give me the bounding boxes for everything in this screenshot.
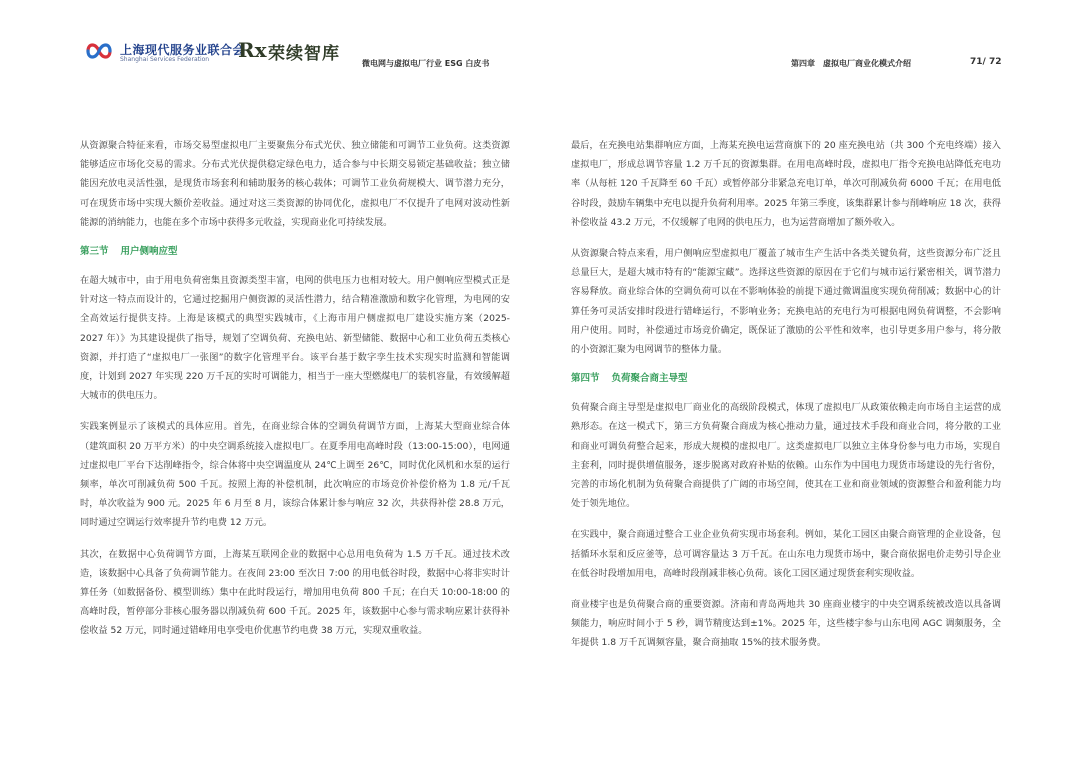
paragraph: 负荷聚合商主导型是虚拟电厂商业化的高级阶段模式，体现了虚拟电厂从政策依赖走向市场自主运营的成熟形态。在这一模式下，第三方负荷聚合商成为核心推动力量，通过技术手段和商业合同，将分散的工业和商业可调负荷整合起来，形成大规模的虚拟电厂。这类虚拟电厂以独立主体身份参与电力市场，实现自主套利，同时提供增值服务，逐步脱离对政府补贴的依赖。山东作为中国电力现货市场建设的先行省份，完善的市场化机制为负荷聚合商提供了广阔的市场空间，使其在工业和商业领域的资源整合和盈利能力均处于领先地位。 [571, 402, 1001, 510]
section-title: 负荷聚合商主导型 [611, 373, 688, 385]
chapter-heading [791, 58, 911, 69]
left-column [80, 136, 510, 653]
org-name-en: Shanghai Services Federation [120, 56, 210, 63]
brand-name: 荣续智库 [268, 44, 340, 64]
section-label: 第三节 [80, 246, 109, 258]
report-title: 微电网与虚拟电厂行业 ESG 白皮书 [362, 59, 490, 68]
page-header [0, 0, 1080, 80]
paragraph: 其次，在数据中心负荷调节方面，上海某互联网企业的数据中心总用电负荷为 1.5 万千瓦。通过技术改造，该数据中心具备了负荷调节能力。在夜间 23:00 至次日 7:00 的用电低谷时段，数据中心将非实时计算任务（如数据备份、模型训练）集中在此时段运行，增加用电负荷 800 千瓦；在白天 10:00-18:00 的高峰时段，暂停部分非核心服务器以削减负荷 600 千瓦。2025 年，该数据中心参与需求响应累计获得补偿收益 52 万元，同时通过错峰用电享受电价优惠节约电费 38 万元，实现双重收益。 [80, 548, 510, 637]
paragraph: 从资源聚合特点来看，用户侧响应型虚拟电厂覆盖了城市生产生活中各类关键负荷，这些资源分布广泛且总量巨大，是超大城市特有的“能源宝藏”。选择这些资源的原因在于它们与城市运行紧密相关，调节潜力容易释放。商业综合体的空调负荷可以在不影响体验的前提下通过微调温度实现负荷削减；数据中心的计算任务可灵活安排时段进行错峰运行，不影响业务；充换电站的充电行为可根据电网负荷调整，不会影响用户使用。同时，补偿通过市场竞价确定，既保证了激励的公平性和效率，也引导更多用户参与，将分散的小资源汇聚为电网调节的整体力量。 [571, 248, 1001, 356]
org-name-cn: 上海现代服务业联合会 [120, 43, 246, 57]
paragraph: 最后，在充换电站集群响应方面，上海某充换电运营商旗下的 20 座充换电站（共 300 个充电终端）接入虚拟电厂，形成总调节容量 1.2 万千瓦的资源集群。在用电高峰时段，虚拟电厂指令充换电站降低充电功率（从每桩 120 千瓦降至 60 千瓦）或暂停部分非紧急充电订单，单次可削减负荷 6000 千瓦；在用电低谷时段，鼓励车辆集中充电以提升负荷利用率。2025 年第三季度，该集群累计参与削峰响应 18 次，获得补偿收益 43.2 万元，不仅缓解了电网的供电压力，也为运营商增加了额外收入。 [571, 140, 1001, 228]
section-title: 用户侧响应型 [120, 246, 178, 258]
paragraph: 实践案例显示了该模式的具体应用。首先，在商业综合体的空调负荷调节方面，上海某大型商业综合体（建筑面积 20 万平方米）的中央空调系统接入虚拟电厂。在夏季用电高峰时段（13:00-15:00），电网通过虚拟电厂平台下达削峰指令，综合体将中央空调温度从 24℃上调至 26℃，同时优化风机和水泵的运行频率，单次可削减负荷 500 千瓦。按照上海的补偿机制，此次响应的市场竞价补偿价格为 1.8 元/千瓦时，单次收益为 900 元。2025 年 6 月至 8 月，该综合体累计参与响应 32 次，共获得补偿 28.8 万元，同时通过空调运行效率提升节约电费 12 万元。 [80, 421, 510, 529]
paragraph: 在实践中，聚合商通过整合工业企业负荷实现市场套利。例如，某化工园区由聚合商管理的企业设备，包括循环水泵和反应釜等，总可调容量达 3 万千瓦。在山东电力现货市场中，聚合商依据电价走势引导企业在低谷时段增加用电，高峰时段削减非核心负荷。该化工园区通过现货套利实现收益。 [571, 529, 1001, 579]
federation-logo-icon [84, 40, 114, 62]
chapter-label: 第四章 [791, 59, 815, 68]
paragraph: 商业楼宇也是负荷聚合商的重要资源。济南和青岛两地共 30 座商业楼宇的中央空调系统被改造以具备调频能力，响应时间小于 5 秒，调节精度达到±1%。2025 年，这些楼宇参与山东电网 AGC 调频服务，全年提供 1.8 万千瓦调频容量，聚合商抽取 15%的技术服务费。 [571, 599, 1001, 649]
right-column [571, 136, 1001, 665]
page-number: 71/ 72 [970, 57, 1002, 67]
section-label: 第四节 [571, 373, 600, 385]
brand-mark: Rx [238, 38, 267, 62]
paragraph: 在超大城市中，由于用电负荷密集且资源类型丰富，电网的供电压力也相对较大。用户侧响应型模式正是针对这一特点而设计的，它通过挖掘用户侧资源的灵活性潜力，结合精准激励和数字化管理，为电网的安全高效运行提供支持。上海是该模式的典型实践城市，《上海市用户侧虚拟电厂建设实施方案（2025-2027 年）》为其建设提供了指导，规划了空调负荷、充换电站、新型储能、数据中心和工业负荷五类核心资源，并打造了“虚拟电厂一张图”的数字化管理平台。该平台基于数字孪生技术实现实时监测和智能调度，计划到 2027 年实现 220 万千瓦的实时可调能力，相当于一座大型燃煤电厂的装机容量，有效缓解超大城市的供电压力。 [80, 275, 510, 402]
section-heading [571, 371, 1001, 387]
paragraph: 从资源聚合特征来看，市场交易型虚拟电厂主要聚焦分布式光伏、独立储能和可调节工业负荷。这类资源能够适应市场化交易的需求。分布式光伏提供稳定绿色电力，适合参与中长期交易锁定基础收益；独立储能因充放电灵活性强，是现货市场套利和辅助服务的核心载体；可调节工业负荷规模大、调节潜力充分，可在现货市场中实现大额价差收益。通过对这三类资源的协同优化，虚拟电厂不仅提升了电网对波动性新能源的消纳能力，也能在多个市场中获得多元收益，实现商业化可持续发展。 [80, 140, 510, 228]
section-heading [80, 244, 510, 260]
chapter-title: 虚拟电厂商业化模式介绍 [823, 59, 911, 68]
